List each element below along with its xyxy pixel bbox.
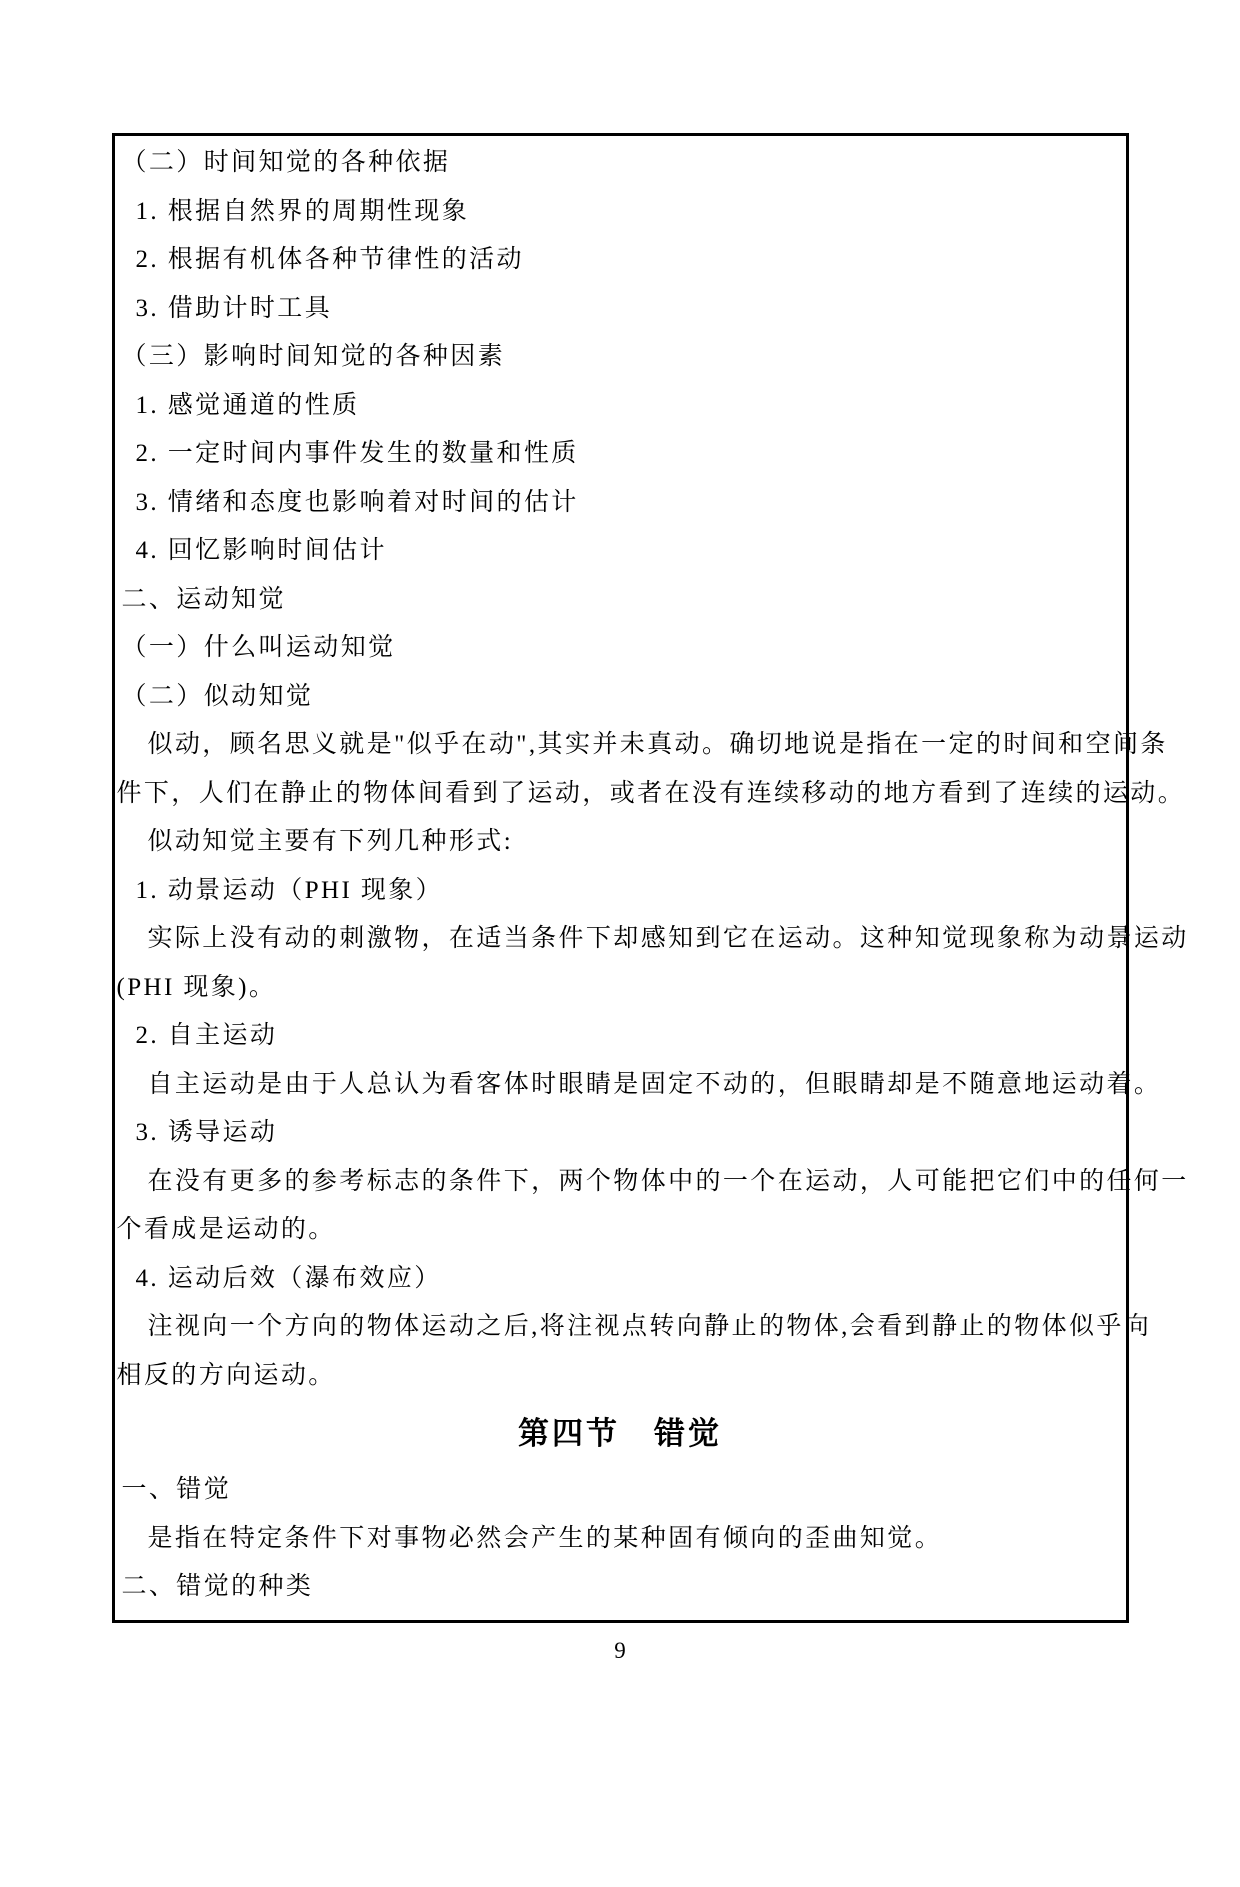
text-line: 4. 运动后效（瀑布效应） xyxy=(135,1264,442,1292)
text-line: 在没有更多的参考标志的条件下，两个物体中的一个在运动，人可能把它们中的任何一 xyxy=(147,1167,1189,1195)
text-line: 是指在特定条件下对事物必然会产生的某种固有倾向的歪曲知觉。 xyxy=(147,1524,943,1552)
text-line: 似动，顾名思义就是"似乎在动",其实并未真动。确切地说是指在一定的时间和空间条 xyxy=(147,731,1168,758)
document-text xyxy=(116,139,1189,1612)
text-line: （二）时间知觉的各种依据 xyxy=(121,149,451,176)
text-line: 2. 自主运动 xyxy=(135,1022,278,1049)
text-line: (PHI 现象)。 xyxy=(116,973,277,1001)
section-heading: 第四节 错觉 xyxy=(518,1416,722,1451)
text-line: 二、运动知觉 xyxy=(121,585,286,613)
page-number: 9 xyxy=(614,1637,626,1663)
text-line: 件下，人们在静止的物体间看到了运动，或者在没有连续移动的地方看到了连续的运动。 xyxy=(116,779,1186,807)
text-line: 二、错觉的种类 xyxy=(121,1573,314,1600)
text-line: 2. 一定时间内事件发生的数量和性质 xyxy=(135,440,579,467)
text-line: 自主运动是由于人总认为看客体时眼睛是固定不动的，但眼睛却是不随意地运动着。 xyxy=(147,1070,1162,1098)
text-line: 4. 回忆影响时间估计 xyxy=(135,537,387,564)
text-line: 实际上没有动的刺激物，在适当条件下却感知到它在运动。这种知觉现象称为动景运动 xyxy=(147,925,1189,952)
text-line: 2. 根据有机体各种节律性的活动 xyxy=(135,246,524,273)
text-line: 相反的方向运动。 xyxy=(116,1361,336,1389)
text-line: 一、错觉 xyxy=(121,1476,232,1503)
content-box xyxy=(112,133,1189,1623)
text-line: 1. 动景运动（PHI 现象） xyxy=(135,876,444,904)
text-line: 3. 借助计时工具 xyxy=(135,294,333,322)
text-line: 个看成是运动的。 xyxy=(116,1216,336,1243)
text-line: 3. 情绪和态度也影响着对时间的估计 xyxy=(135,488,579,516)
text-line: （二）似动知觉 xyxy=(121,682,314,710)
text-line: （三）影响时间知觉的各种因素 xyxy=(121,343,506,370)
text-line: 1. 根据自然界的周期性现象 xyxy=(135,197,470,225)
text-line: 注视向一个方向的物体运动之后,将注视点转向静止的物体,会看到静止的物体似乎向 xyxy=(147,1313,1152,1340)
text-line: （一）什么叫运动知觉 xyxy=(121,634,396,661)
text-line: 1. 感觉通道的性质 xyxy=(135,391,360,419)
text-line: 似动知觉主要有下列几种形式: xyxy=(147,828,514,855)
text-line: 3. 诱导运动 xyxy=(135,1119,278,1146)
